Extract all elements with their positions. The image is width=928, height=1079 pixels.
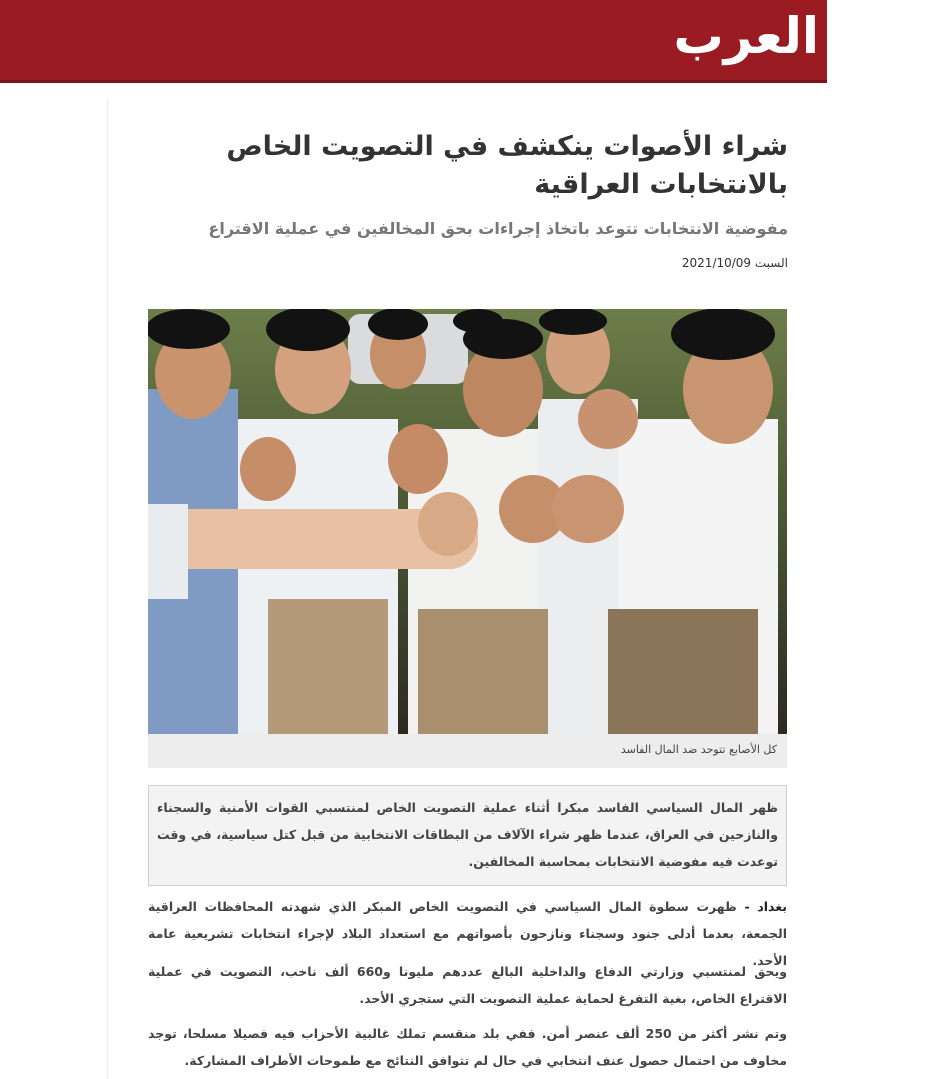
article-summary: ظهر المال السياسي الفاسد مبكرا أثناء عملية التصويت الخاص لمنتسبي القوات الأمنية والسجناء والنازحين في العراق، عندما ظهر شراء الآلاف من البطاقات الانتخابية من قبل كتل سياسية، في وقت توعدت فيه مفوضية الانتخابات بمحاسبة المخالفين. xyxy=(148,785,787,886)
paragraph-text: ظهرت سطوة المال السياسي في التصويت الخاص المبكر الذي شهدته المحافظات العراقية الجمعة، بعدما أدلى جنود وسجناء ونازحون بأصواتهم مع استعداد البلاد لإجراء انتخابات تشريعية عامة الأحد. xyxy=(148,899,787,968)
site-logo[interactable]: العرب xyxy=(673,7,819,65)
article-subtitle: مفوضية الانتخابات تتوعد باتخاذ إجراءات بحق المخالفين في عملية الاقتراع xyxy=(208,219,788,238)
article-paragraph xyxy=(148,1020,787,1074)
article-photo xyxy=(148,309,787,734)
column-divider xyxy=(107,98,108,1079)
paragraph-text: وتم نشر أكثر من 250 ألف عنصر أمن. ففي بلد منقسم تملك غالبية الأحزاب فيه فصيلا مسلحا، توجد مخاوف من احتمال حصول عنف انتخابي في حال لم تتوافق النتائج مع طموحات الأطراف المشاركة. xyxy=(148,1026,787,1068)
photo-illustration xyxy=(148,309,787,734)
paragraph-text: ويحق لمنتسبي وزارتي الدفاع والداخلية البالغ عددهم مليونا و660 ألف ناخب، التصويت في عملية الاقتراع الخاص، بغية التفرغ لحماية عملية التصويت التي ستجري الأحد. xyxy=(148,964,787,1006)
dateline: بغداد - xyxy=(744,899,787,914)
article-title: شراء الأصوات ينكشف في التصويت الخاص بالانتخابات العراقية xyxy=(226,131,788,200)
site-header xyxy=(0,0,827,83)
article-paragraph xyxy=(148,958,787,1012)
article-header xyxy=(148,110,788,270)
image-caption: كل الأصابع تتوحد ضد المال الفاسد xyxy=(148,734,787,768)
article-date: السبت 2021/10/09 xyxy=(681,256,788,270)
